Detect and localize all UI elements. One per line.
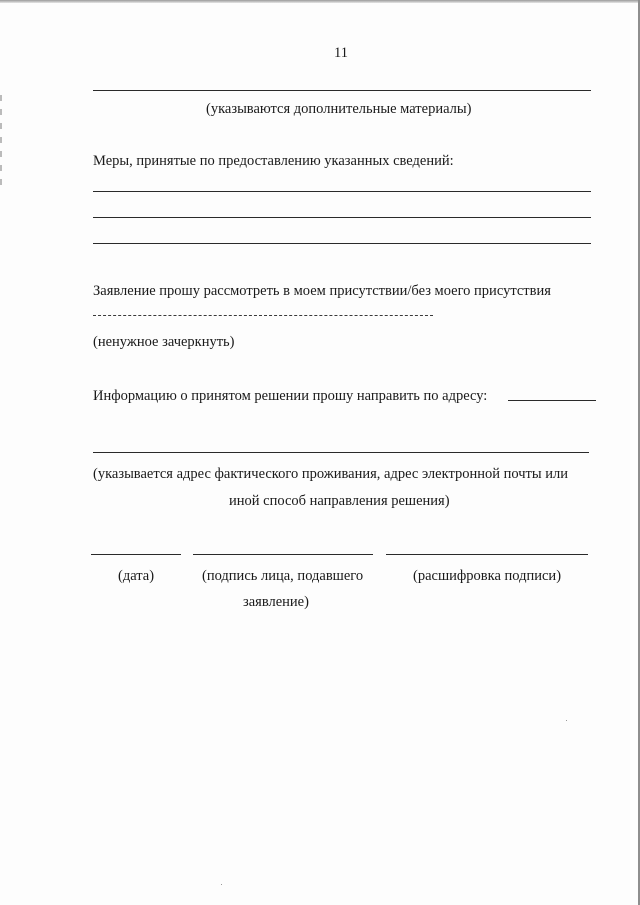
address-caption-line2: иной способ направления решения)	[229, 493, 450, 509]
strike-note: (ненужное зачеркнуть)	[93, 334, 235, 350]
scan-speck	[221, 884, 222, 885]
scan-edge-left	[0, 95, 2, 185]
date-line	[91, 554, 181, 555]
page-number: 11	[334, 45, 348, 61]
measures-label: Меры, принятые по предоставлению указанных сведений:	[93, 153, 454, 169]
scan-speck	[566, 720, 567, 721]
additional-materials-line	[93, 90, 591, 91]
signature-label-line1: (подпись лица, подавшего	[202, 568, 364, 584]
signature-line	[193, 554, 373, 555]
measures-line-1	[93, 191, 591, 192]
decoding-label: (расшифровка подписи)	[413, 568, 562, 584]
measures-line-3	[93, 243, 591, 244]
decoding-line	[386, 554, 588, 555]
scan-edge-top	[0, 0, 640, 3]
address-request: Информацию о принятом решении прошу направить по адресу:	[93, 388, 488, 404]
measures-line-2	[93, 217, 591, 218]
presence-dashed-line	[93, 315, 433, 316]
date-label: (дата)	[118, 568, 155, 584]
address-line	[93, 452, 589, 453]
signature-label-line2: заявление)	[243, 594, 309, 610]
presence-statement: Заявление прошу рассмотреть в моем присутствии/без моего присутствия	[93, 283, 551, 299]
address-inline-line	[508, 400, 596, 401]
additional-materials-caption: (указываются дополнительные материалы)	[206, 101, 472, 117]
address-caption-line1: (указывается адрес фактического проживания, адрес электронной почты или	[93, 466, 568, 482]
